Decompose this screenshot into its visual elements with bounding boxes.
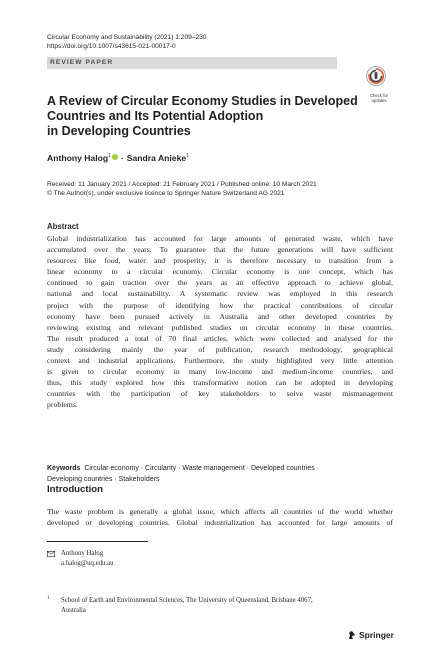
abstract-line: linear economy to a circular economy. Circular economy is one concept, which has (47, 267, 393, 277)
author-name[interactable]: Sandra Anieke (126, 153, 187, 163)
abstract-line: Global industrialization has accounted for large amounts of generated waste, which have (47, 234, 393, 243)
affiliation-number: 1 (47, 596, 50, 601)
abstract-line: continued to gain traction over the years as an effective approach to achieve global, (47, 278, 393, 288)
author-affiliation-number: 1 (186, 153, 189, 160)
introduction-body (47, 506, 393, 528)
affiliation-line: Australia (61, 606, 86, 614)
springer-horse-icon (347, 630, 357, 640)
check-updates-icon (366, 66, 386, 86)
abstract-line: countries with the participation of key stakeholders to solve waste mismanagement (47, 389, 393, 399)
publication-dates (47, 180, 317, 199)
abstract-line: The result produced a total of 70 final articles, which were collected and analysed for the (47, 333, 393, 343)
contact-name: Anthony Halog (61, 550, 104, 557)
title-line: A Review of Circular Economy Studies in Developed (47, 94, 358, 108)
mail-icon (47, 551, 55, 557)
author-separator: · (120, 153, 124, 163)
keywords-line: Developing countries · Stakeholders (47, 476, 160, 484)
author-name[interactable]: Anthony Halog (47, 153, 109, 163)
abstract-line: study considering mainly the year of publication, research methodology, geographical (47, 344, 393, 354)
publisher-name: Springer (359, 630, 394, 640)
dates-line: Received: 11 January 2021 / Accepted: 21 February 2021 / Published online: 10 March 2021 (47, 181, 317, 188)
abstract-line: project with the purpose of identifying how the practical contributions of circular (47, 300, 393, 310)
author-list (47, 153, 189, 163)
abstract-line: thus, this study explored how this transformative notion can be adopted in developing (47, 378, 393, 388)
keywords-label: Keywords (47, 465, 81, 472)
abstract-line: resources like food, water and prosperity, it is therefore necessary to transition from a (47, 256, 393, 266)
title-line: Countries and Its Potential Adoption (47, 109, 264, 123)
author-affiliation-number: 1 (108, 153, 111, 160)
article-type-bar (47, 57, 337, 69)
check-updates-line: Check for (370, 93, 388, 98)
abstract-heading: Abstract (47, 222, 79, 231)
doi-link[interactable]: https://doi.org/10.1007/s43615-021-00017-0 (47, 43, 176, 51)
article-type-label: REVIEW PAPER (50, 58, 114, 66)
copyright-line: © The Author(s), under exclusive licence to Springer Nature Switzerland AG 2021 (47, 190, 285, 198)
abstract-line: is given to circular economy in many low-income and medium-income countries, and (47, 367, 393, 377)
abstract-line: context and industrial applications. Furthermore, the study highlighted very little attention (47, 356, 393, 366)
check-updates-line: updates (371, 98, 387, 103)
abstract-line: accumulated over the years. To guarantee that the future generations will have sufficient (47, 245, 393, 255)
introduction-line: The waste problem is generally a global issue, which affects all countries of the world whether (47, 507, 393, 516)
journal-citation-line: Circular Economy and Sustainability (2021) 1:209–230 (47, 34, 207, 41)
keywords (47, 463, 393, 485)
introduction-heading: Introduction (47, 484, 103, 495)
abstract-line: national and local sustainability. A systematic review was employed in this research (47, 289, 393, 299)
article-title (47, 94, 377, 139)
orcid-icon[interactable] (112, 154, 118, 160)
footnote-divider (47, 541, 148, 542)
title-line: in Developing Countries (47, 124, 191, 138)
introduction-line: developed or developing countries. Global industrialization has accounted for large amounts of (47, 518, 393, 528)
keywords-line: Circular economy · Circularity · Waste management · Developed countries · (84, 465, 320, 472)
affiliation-line: School of Earth and Environmental Sciences, The University of Queensland, Brisbane 4067, (61, 597, 313, 604)
abstract-line: economy have been pursued actively in Australia and other developed countries by (47, 311, 393, 321)
contact-email-link[interactable]: a.halog@uq.edu.au (61, 560, 114, 567)
abstract-line: problems. (47, 400, 78, 410)
publisher-logo (347, 630, 394, 640)
abstract-line: reviewing existing and relevant published studies on circular economy in these countries. (47, 322, 393, 332)
abstract-body (47, 233, 393, 411)
journal-citation (47, 33, 206, 52)
